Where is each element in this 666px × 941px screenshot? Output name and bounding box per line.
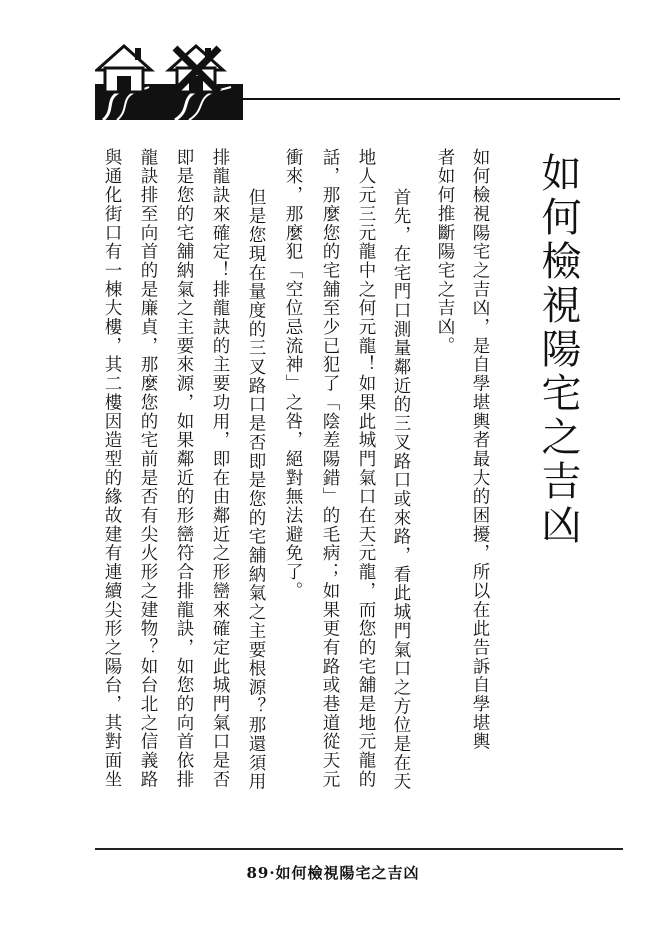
text-column-8: 排龍訣來確定！排龍訣的主要功用，即在由鄰近之形巒來確定此城門氣口是否 xyxy=(210,148,230,789)
text-column-11: 與通化街口有一棟大樓，其二樓因造型的緣故建有連續尖形之陽台，其對面坐 xyxy=(102,148,122,789)
house-icon xyxy=(97,46,151,92)
text-column-5: 話，那麼您的宅舖至少已犯了「陰差陽錯」的毛病；如果更有路或巷道從天元 xyxy=(320,148,340,789)
text-column-7: 但是您現在量度的三叉路口是否即是您的宅舖納氣之主要根源？那還須用 xyxy=(246,188,266,792)
crossed-house-icon xyxy=(169,46,223,92)
header-logo xyxy=(95,40,243,122)
text-column-4: 地人元三元龍中之何元龍！如果此城門氣口在天元龍，而您的宅舖是地元龍的 xyxy=(356,148,376,789)
text-column-10: 龍訣排至向首的是廉貞，那麼您的宅前是否有尖火形之建物？如台北之信義路 xyxy=(138,148,158,789)
text-column-9: 即是您的宅舖納氣之主要來源，如果鄰近的形巒符合排龍訣，如您的向首依排 xyxy=(174,148,194,789)
page-footer xyxy=(0,862,666,883)
page-number: 89 xyxy=(246,864,270,882)
page-title: 如何檢視陽宅之吉凶 xyxy=(535,152,581,548)
text-column-3: 首先，在宅門口測量鄰近的三叉路口或來路，看此城門氣口之方位是在天 xyxy=(391,188,411,792)
header-logo-graphic xyxy=(95,40,243,122)
text-column-1: 如何檢視陽宅之吉凶，是自學堪輿者最大的困擾，所以在此告訴自學堪輿 xyxy=(470,148,490,752)
text-column-2: 者如何推斷陽宅之吉凶。 xyxy=(435,148,455,356)
footer-separator: · xyxy=(269,864,276,882)
header-rule xyxy=(243,98,620,100)
running-title: 如何檢視陽宅之吉凶 xyxy=(275,864,420,882)
text-column-6: 衝來，那麼犯「空位忌流神」之咎，絕對無法避免了。 xyxy=(283,148,303,601)
footer-rule xyxy=(95,848,623,850)
